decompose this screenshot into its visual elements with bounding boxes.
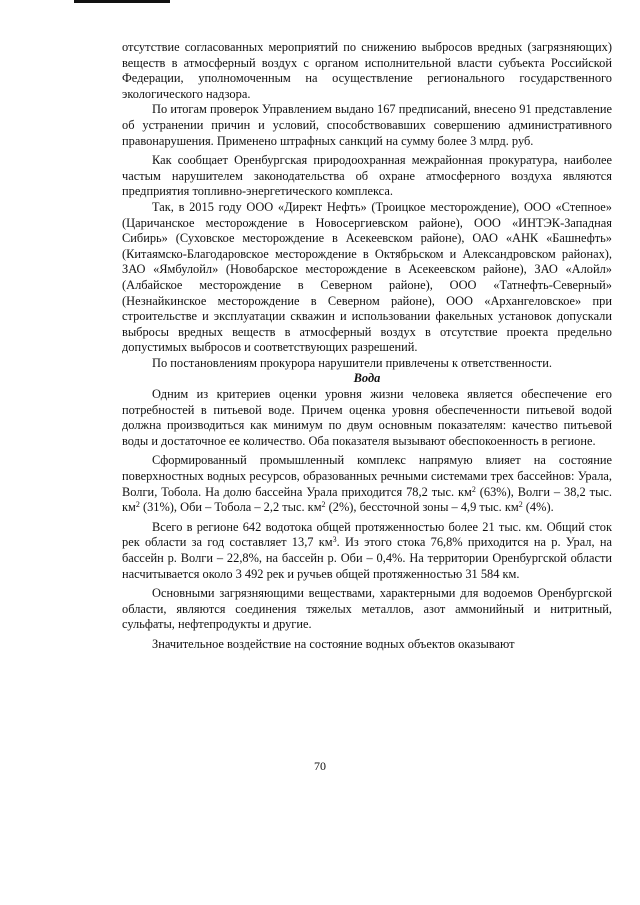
water-paragraph-5: Значительное воздействие на состояние водных объектов оказывают bbox=[152, 636, 515, 651]
water-paragraph-2: Сформированный промышленный комплекс напрямую влияет на состояние поверхностных водных ресурсов, образованных речными системами трех бассейнов: Урала, Волги, Тобола. На долю бассейна Урала приходится 78,2 тыс. $км^2$ (63%), Волги – 38,2 тыс. $км^2$ (31%), Оби – Тобола – 2,2 тыс. $км^2$ (2%), бессточной зоны – 4,9 тыс. $км^2$ (4%). bbox=[122, 453, 612, 515]
paragraph-1: отсутствие согласованных мероприятий по снижению выбросов вредных (загрязняющих) веществ в атмосферный воздух с органом исполнительной власти субъекта Российской Федерации, уполномоченным на осуществление регионального государственного экологического надзора. bbox=[122, 40, 612, 101]
water-paragraph-3: Всего в регионе 642 водотока общей протяженностью более 21 тыс. км. Общий сток рек области за год составляет 13,7 $км^3$. Из этого стока 76,8% приходится на р. Урал, на бассейн р. Волги – 22,8%, на бассейн р. Оби – 0,4%. На территории Оренбургской области насчитывается около 3 492 рек и ручьев общей протяженностью 31 584 км. bbox=[122, 519, 612, 581]
top-rule bbox=[74, 0, 170, 3]
paragraph-3: Как сообщает Оренбургская природоохранная межрайонная прокуратура, наиболее частым нарушителем законодательства об охране атмосферного воздуха являются предприятия топливно-энергетического комплекса. bbox=[122, 153, 612, 199]
document-page bbox=[122, 40, 612, 653]
section-heading: Вода bbox=[353, 371, 381, 386]
paragraph-4: Так, в 2015 году ООО «Директ Нефть» (Троицкое месторождение), ООО «Степное» (Царичанское месторождение в Новосергиевском районе), ООО «ИНТЭК-Западная Сибирь» (Суховское месторождение в Асекеевском районе), ОАО «АНК «Башнефть» (Китаямско-Благодаровское месторождение в Октябрьском и Александровском районах), ЗАО «Ямбулойл» (Новобарское месторождение в Асекеевском районе), ЗАО «Алойл» (Албайское месторождение в Северном районе), ООО «Татнефть-Северный» (Незнайкинское месторождение в Северном районе), ООО «Архангеловское» при строительстве и эксплуатации скважин и использовании факельных установок допускали выбросы вредных веществ в атмосферный воздух в отсутствие проекта предельно допустимых выбросов и соответствующих разрешений. bbox=[122, 199, 612, 355]
water-paragraph-4: Основными загрязняющими веществами, характерными для водоемов Оренбургской области, являются соединения тяжелых металлов, азот аммонийный и нитритный, сульфаты, нефтепродукты и другие. bbox=[122, 586, 612, 632]
page-number: 70 bbox=[314, 759, 326, 773]
paragraph-5: По постановлениям прокурора нарушители привлечены к ответственности. bbox=[152, 355, 552, 370]
water-paragraph-1: Одним из критериев оценки уровня жизни человека является обеспечение его потребностей в питьевой воде. Причем оценка уровня обеспеченности питьевой водой должна производиться как минимум по двум основным показателям: качество питьевой воды и достаточное ее количество. Оба показателя вызывают обеспокоенность в регионе. bbox=[122, 387, 612, 448]
paragraph-2: По итогам проверок Управлением выдано 167 предписаний, внесено 91 представление об устранении причин и условий, способствовавших совершению административного правонарушения. Применено штрафных санкций на сумму более 3 млрд. руб. bbox=[122, 102, 612, 148]
